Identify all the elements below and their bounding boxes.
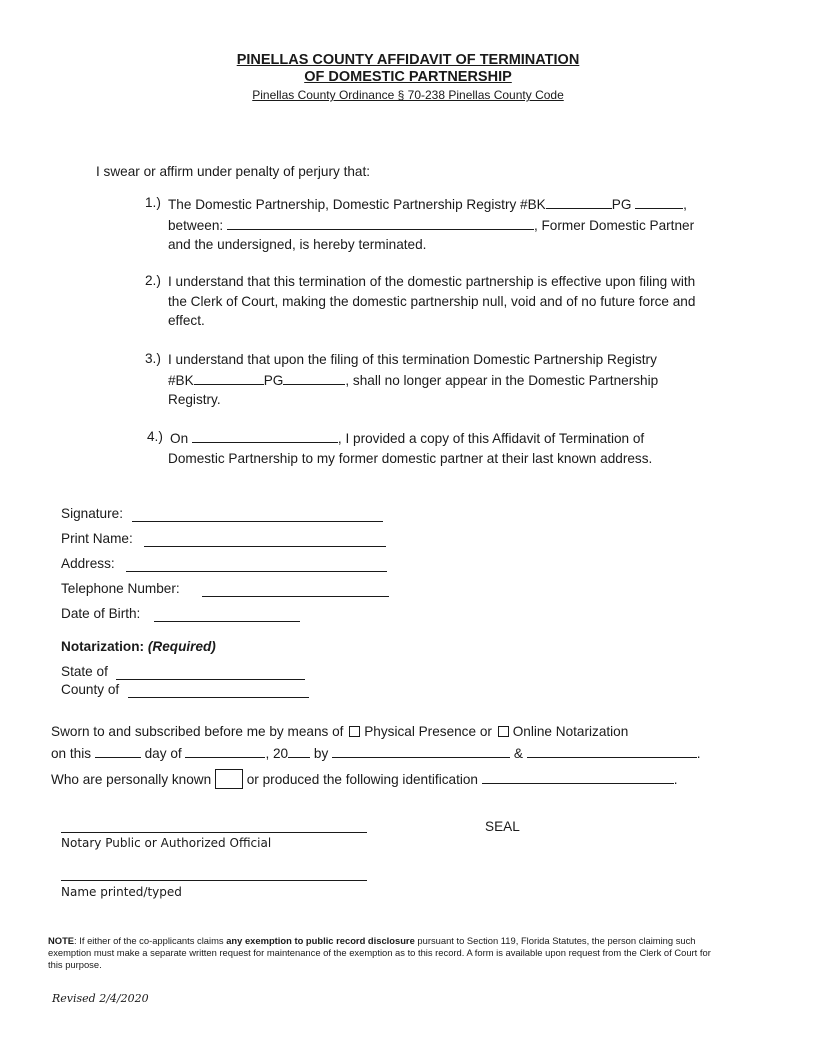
telephone-label: Telephone Number: [61,581,180,596]
form-title-line1: PINELLAS COUNTY AFFIDAVIT OF TERMINATION [236,52,580,68]
physical-presence-label: Physical Presence or [364,724,492,739]
telephone-field[interactable] [202,596,389,597]
item-3-number: 3.) [145,351,161,366]
item-3-bk-field[interactable] [194,370,264,385]
sworn-text: Sworn to and subscribed before me by means of [51,724,344,739]
registry-bk-field[interactable] [546,194,612,209]
item-3-text-a: I understand that upon the filing of this termination Domestic Partnership Registry [168,352,657,367]
physical-presence-checkbox[interactable] [349,726,360,737]
notarization-required: (Required) [147,639,216,654]
signature-field[interactable] [132,521,383,522]
item-1-terminated: and the undersigned, is hereby terminated. [168,237,427,252]
item-4-text [170,428,730,468]
former-partner-field[interactable] [227,215,534,230]
id-line-period: . [673,772,678,787]
intro-statement: I swear or affirm under penalty of perjury that: [96,164,371,179]
dob-field[interactable] [154,621,300,622]
notarization-heading-text: Notarization: [61,639,145,654]
state-of-label: State of [61,664,108,679]
name-printed-label: Name printed/typed [61,885,182,899]
produced-id-label: or produced the following identification [246,772,478,787]
item-2-number: 2.) [145,273,161,288]
item-4-on: On [170,431,189,446]
copy-date-field[interactable] [192,428,338,443]
print-name-label: Print Name: [61,531,133,546]
online-notarization-label: Online Notarization [512,724,629,739]
item-1-text-a: The Domestic Partnership, Domestic Partnership Registry #BK [168,197,546,212]
on-this-label: on this [51,746,92,761]
county-field[interactable] [128,697,309,698]
year-prefix-label: , 20 [265,746,289,761]
item-3-bk: #BK [168,372,194,388]
form-title-line2: OF DOMESTIC PARTNERSHIP [304,69,512,85]
notary-signature-line[interactable] [61,832,367,833]
ampersand-label: & [513,746,523,761]
identification-line [51,769,678,790]
item-2-text: I understand that this termination of the domestic partnership is effective upon filing with the Clerk of Court, making the domestic partnership null, void and of no future force and effect. [168,274,696,328]
signature-label: Signature: [61,506,123,521]
item-3-pg-field[interactable] [283,370,345,385]
item-3-text-d: , shall no longer appear in the Domestic Partnership [345,372,659,388]
dob-label: Date of Birth: [61,606,141,621]
item-4-text-b: , I provided a copy of this Affidavit of Termination of [337,431,645,446]
sworn-line [51,722,628,742]
item-1-text-b: PG [611,197,632,212]
personally-known-label: Who are personally known [51,772,212,787]
item-1-between: between: [168,217,224,233]
county-of-label: County of [61,682,120,697]
note-text-1: : If either of the co-applicants claims [74,935,227,946]
item-3-registry: Registry. [168,392,221,407]
notary-label: Notary Public or Authorized Official [61,836,272,850]
registry-pg-field[interactable] [635,194,683,209]
address-field[interactable] [126,571,387,572]
by-name-2-field[interactable] [527,743,697,758]
notarization-heading [61,639,216,654]
day-of-label: day of [144,746,182,761]
public-record-note [48,935,728,971]
note-text-2: pursuant to Section 119, Florida Statutes, the person claiming such exemption must make a separate written request for maintenance of the exemption as to this record. A form is available upon request from the Clerk of Court for this purpose. [48,935,711,970]
item-1-number: 1.) [145,195,161,210]
ordinance-subtitle: Pinellas County Ordinance § 70-238 Pinellas County Code [252,88,564,102]
item-3-text [168,350,728,410]
note-bold: any exemption to public record disclosure [226,935,415,946]
online-notarization-checkbox[interactable] [498,726,509,737]
address-label: Address: [61,556,115,571]
personally-known-box[interactable] [215,769,243,789]
by-label: by [313,746,329,761]
state-field[interactable] [116,679,305,680]
item-4-text-c: Domestic Partnership to my former domestic partner at their last known address. [168,450,653,466]
date-line [51,743,700,764]
item-1-former-partner: , Former Domestic Partner [533,217,695,233]
item-1-text-c: , [683,197,687,212]
name-printed-line[interactable] [61,880,367,881]
print-name-field[interactable] [144,546,386,547]
month-field[interactable] [185,743,265,758]
by-name-1-field[interactable] [332,743,510,758]
item-3-pg: PG [263,372,284,388]
identification-field[interactable] [482,769,674,784]
item-1-text [168,194,728,255]
note-prefix: NOTE [48,935,75,946]
seal-label: SEAL [485,819,520,834]
year-field[interactable] [288,743,310,758]
day-field[interactable] [95,743,141,758]
revised-date: Revised 2/4/2020 [52,992,149,1005]
item-4-number: 4.) [147,429,163,444]
date-line-period: . [696,746,701,761]
